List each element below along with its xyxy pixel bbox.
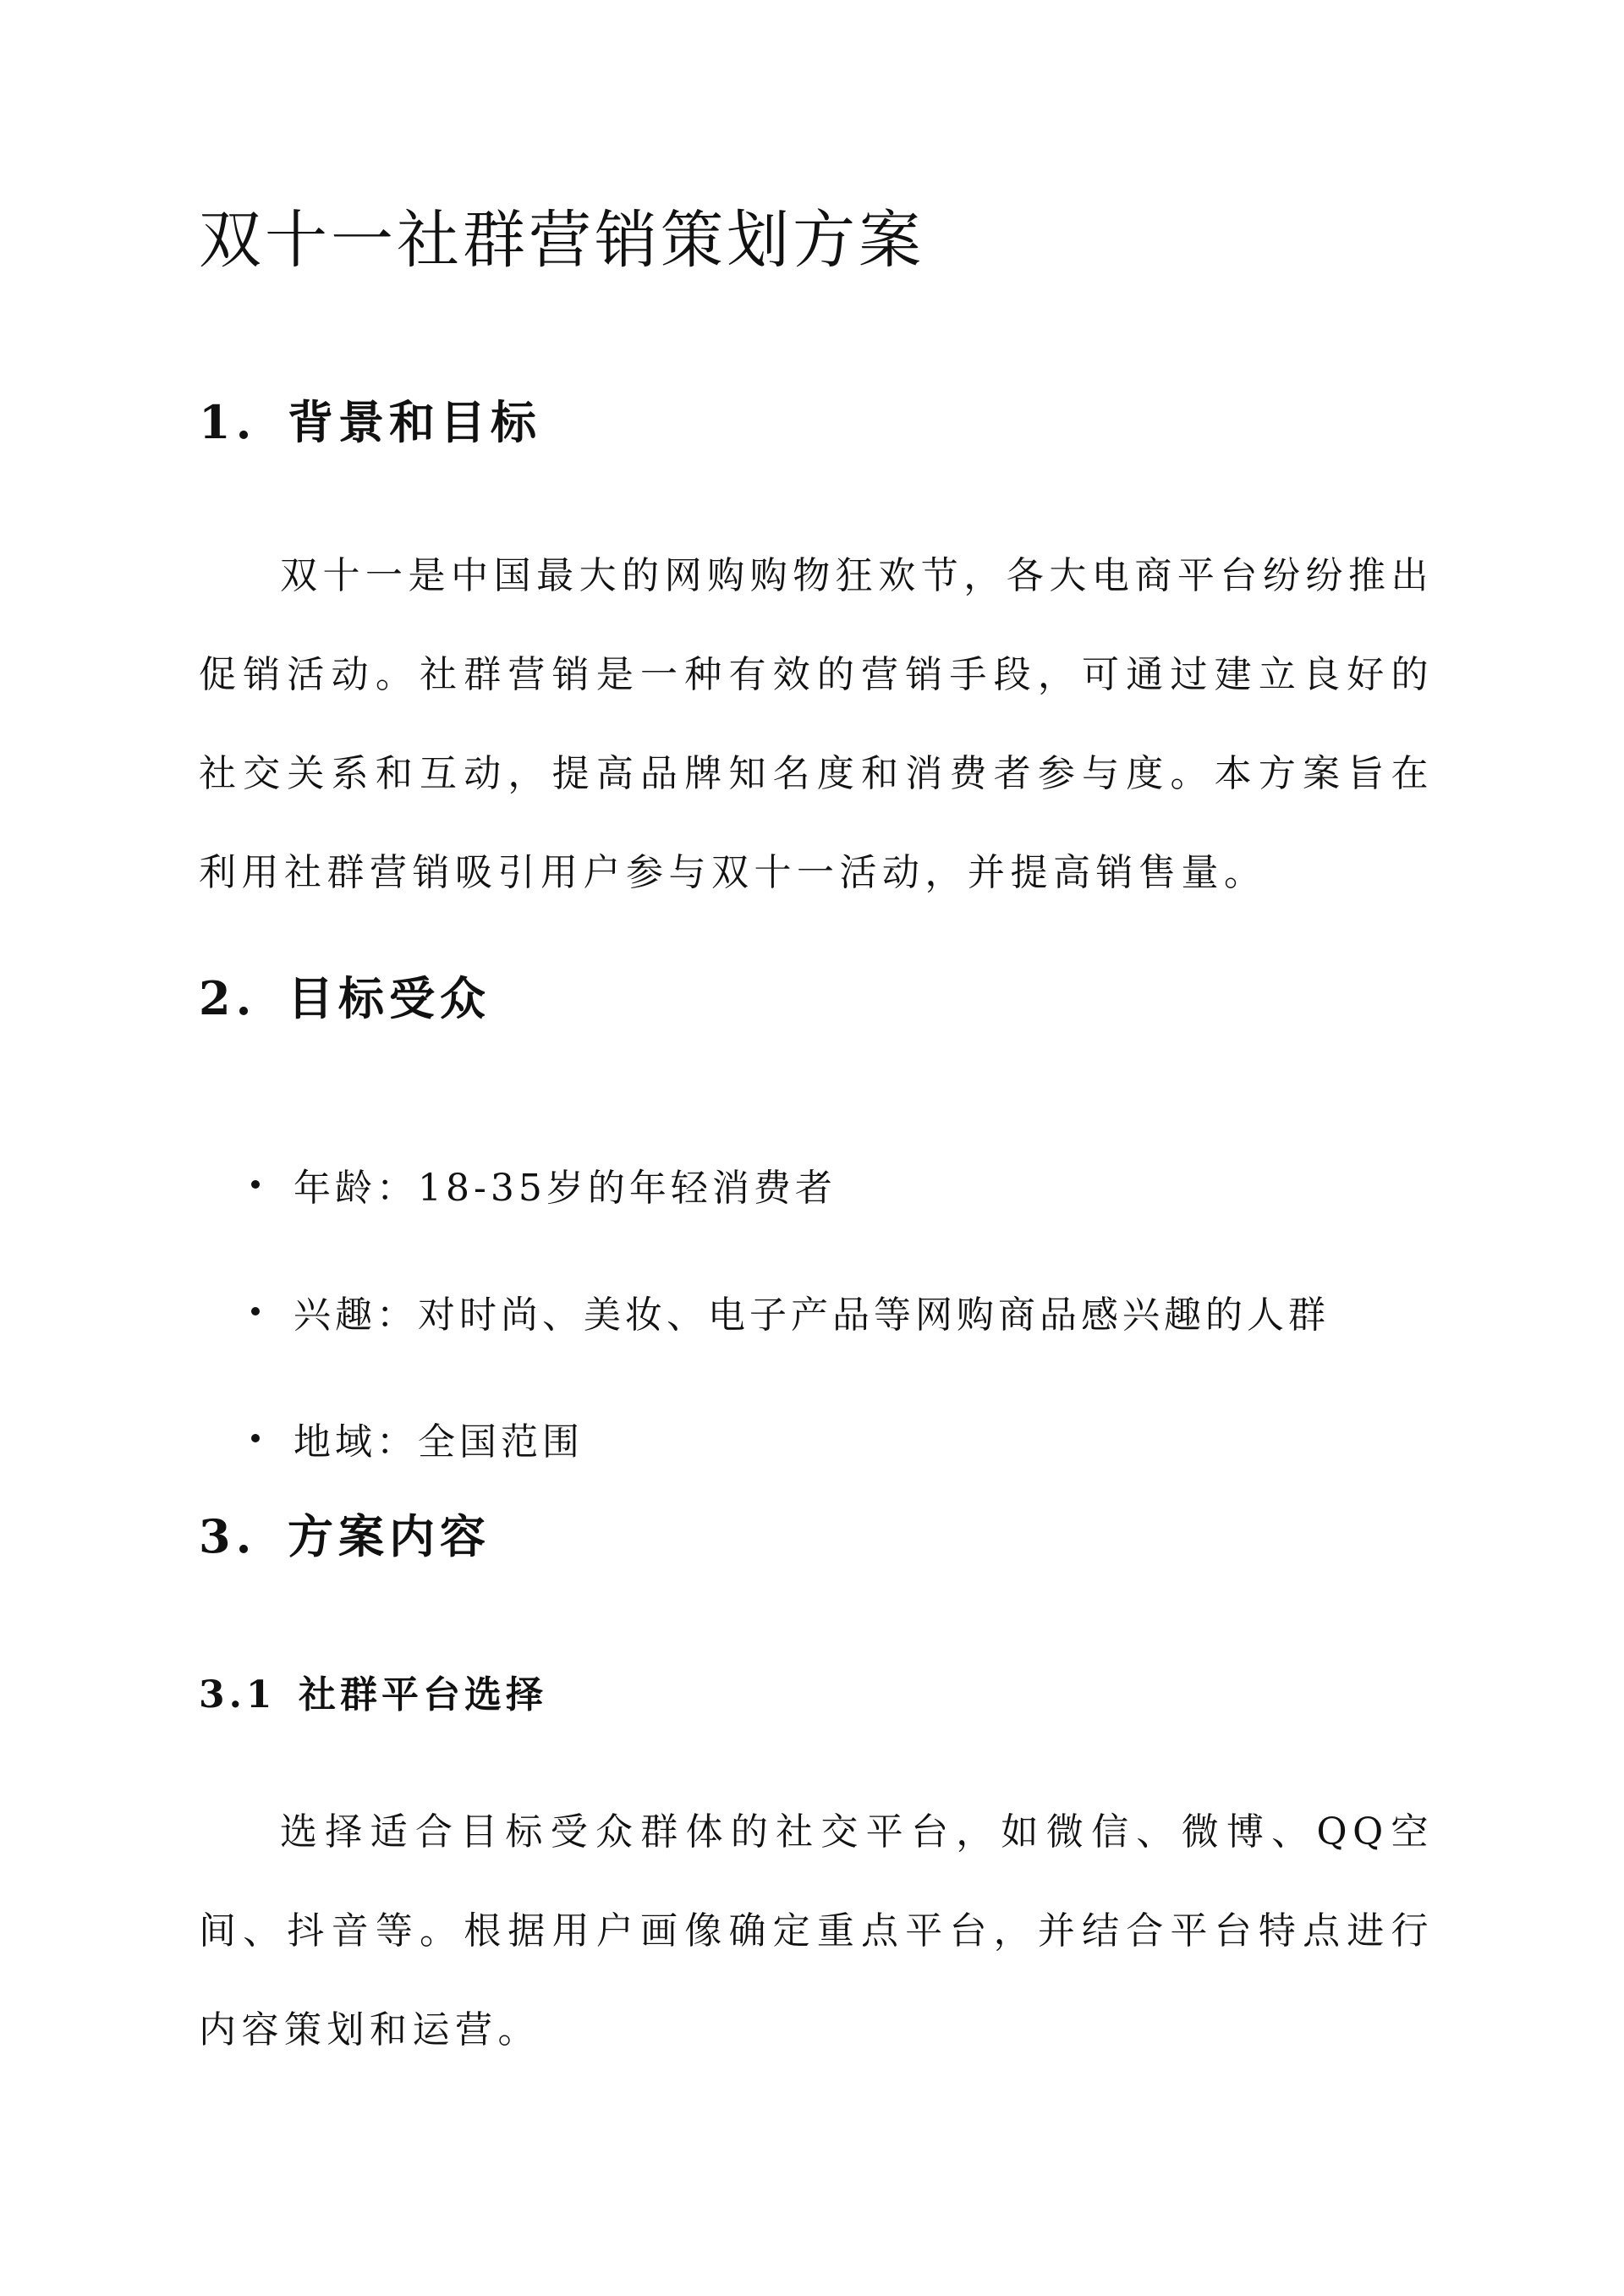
list-item-text: 地域：全国范围 <box>294 1420 584 1464</box>
platform-paragraph: 选择适合目标受众群体的社交平台，如微信、微博、QQ空间、抖音等。根据用户画像确定重点平台，并结合平台特点进行内容策划和运营。 <box>199 1810 1434 2052</box>
list-item <box>199 1375 1468 1502</box>
section-number: 2. <box>199 971 257 1025</box>
list-item <box>199 1248 1468 1375</box>
background-paragraph: 双十一是中国最大的网购购物狂欢节，各大电商平台纷纷推出促销活动。社群营销是一种有效的营销手段，可通过建立良好的社交关系和互动，提高品牌知名度和消费者参与度。本方案旨在利用社群营销吸引用户参与双十一活动，并提高销售量。 <box>199 554 1434 894</box>
list-item <box>199 1121 1468 1248</box>
subsection-number: 3.1 <box>199 1673 277 1717</box>
bullet-icon <box>251 1434 260 1442</box>
section-heading-background <box>199 395 541 450</box>
subsection-heading-platform <box>199 1673 547 1718</box>
audience-list <box>199 1121 1468 1502</box>
subsection-title: 社群平台选择 <box>299 1673 547 1717</box>
section-heading-audience <box>199 971 491 1026</box>
section-number: 3. <box>199 1509 257 1563</box>
bullet-icon <box>251 1180 260 1189</box>
bullet-icon <box>251 1307 260 1316</box>
section-number: 1. <box>199 395 257 449</box>
list-item-text: 兴趣：对时尚、美妆、电子产品等网购商品感兴趣的人群 <box>294 1294 1330 1337</box>
section-title: 方案内容 <box>288 1509 491 1563</box>
section-title: 目标受众 <box>288 971 491 1025</box>
section-title: 背景和目标 <box>288 395 541 449</box>
section-heading-plan <box>199 1509 491 1564</box>
list-item-text: 年龄：18-35岁的年轻消费者 <box>294 1167 837 1210</box>
document-title: 双十一社群营销策划方案 <box>199 204 924 277</box>
